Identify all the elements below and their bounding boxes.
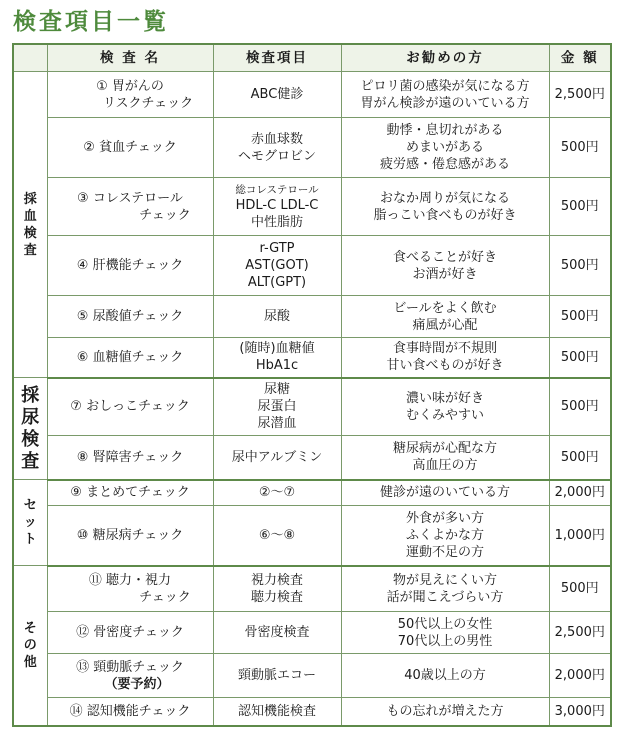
header-category (13, 44, 47, 72)
exam-items: ABC健診 (213, 72, 341, 118)
category-blood: 採 血 検 査 (13, 72, 47, 378)
exam-name: ① 胃がんの リスクチェック (47, 72, 213, 118)
exam-recommend: 濃い味が好き むくみやすい (341, 378, 549, 436)
exam-recommend: 食事時間が不規則 甘い食べものが好き (341, 338, 549, 378)
exam-price: 2,500円 (549, 72, 611, 118)
table-row (13, 296, 611, 338)
exam-recommend: 食べることが好き お酒が好き (341, 236, 549, 296)
table-row (13, 378, 611, 436)
exam-recommend: 50代以上の女性 70代以上の男性 (341, 612, 549, 654)
exam-price: 2,500円 (549, 612, 611, 654)
table-row (13, 178, 611, 236)
exam-price: 500円 (549, 338, 611, 378)
exam-items: 尿酸 (213, 296, 341, 338)
exam-items: (随時)血糖値 HbA1c (213, 338, 341, 378)
table-row (13, 118, 611, 178)
exam-name: ⑧ 腎障害チェック (47, 436, 213, 480)
exam-recommend: 動悸・息切れがある めまいがある 疲労感・倦怠感がある (341, 118, 549, 178)
exam-price: 2,000円 (549, 480, 611, 506)
exam-recommend: 健診が遠のいている方 (341, 480, 549, 506)
exam-recommend: ビールをよく飲む 痛風が心配 (341, 296, 549, 338)
table-row (13, 612, 611, 654)
table-row (13, 566, 611, 612)
exam-name: ③ コレステロール チェック (47, 178, 213, 236)
exam-recommend: おなか周りが気になる 脂っこい食べものが好き (341, 178, 549, 236)
exam-name: ⑥ 血糖値チェック (47, 338, 213, 378)
table-row (13, 72, 611, 118)
table-row (13, 436, 611, 480)
exam-items: ②～⑦ (213, 480, 341, 506)
exam-price: 500円 (549, 296, 611, 338)
exam-price: 500円 (549, 566, 611, 612)
category-set: セ ッ ト (13, 480, 47, 566)
exam-name: ⑦ おしっこチェック (47, 378, 213, 436)
exam-name: ⑩ 糖尿病チェック (47, 506, 213, 566)
page-title: 検査項目一覧 (13, 9, 169, 35)
category-urine: 採 尿 検 査 (13, 378, 47, 480)
table-header-row (13, 44, 611, 72)
exam-items: 総コレステロール HDL-C LDL-C 中性脂肪 (213, 178, 341, 236)
exam-price: 500円 (549, 178, 611, 236)
exam-items: ⑥～⑧ (213, 506, 341, 566)
exam-name: ⑪ 聴力・視力 チェック (47, 566, 213, 612)
exam-items: 視力検査 聴力検査 (213, 566, 341, 612)
table-row (13, 654, 611, 698)
table-row (13, 236, 611, 296)
exam-items: 認知機能検査 (213, 698, 341, 726)
header-name: 検 査 名 (47, 44, 213, 72)
exam-name: ④ 肝機能チェック (47, 236, 213, 296)
exam-name: ⑨ まとめてチェック (47, 480, 213, 506)
exam-recommend: ピロリ菌の感染が気になる方 胃がん検診が遠のいている方 (341, 72, 549, 118)
exam-table (12, 43, 612, 727)
exam-name: ② 貧血チェック (47, 118, 213, 178)
exam-price: 2,000円 (549, 654, 611, 698)
exam-items: r-GTP AST(GOT) ALT(GPT) (213, 236, 341, 296)
exam-recommend: もの忘れが増えた方 (341, 698, 549, 726)
exam-name: ⑬ 頸動脈チェック （要予約） (47, 654, 213, 698)
exam-name: ⑤ 尿酸値チェック (47, 296, 213, 338)
exam-items: 尿中アルブミン (213, 436, 341, 480)
exam-recommend: 物が見えにくい方 話が聞こえづらい方 (341, 566, 549, 612)
exam-recommend: 40歳以上の方 (341, 654, 549, 698)
table-row (13, 338, 611, 378)
exam-recommend: 糖尿病が心配な方 高血圧の方 (341, 436, 549, 480)
exam-price: 500円 (549, 236, 611, 296)
exam-price: 500円 (549, 118, 611, 178)
header-items: 検査項目 (213, 44, 341, 72)
exam-items: 頸動脈エコー (213, 654, 341, 698)
table-row (13, 506, 611, 566)
exam-items: 尿糖 尿蛋白 尿潜血 (213, 378, 341, 436)
exam-price: 3,000円 (549, 698, 611, 726)
table-row (13, 698, 611, 726)
exam-name: ⑫ 骨密度チェック (47, 612, 213, 654)
exam-items: 赤血球数 ヘモグロビン (213, 118, 341, 178)
exam-items: 骨密度検査 (213, 612, 341, 654)
exam-price: 500円 (549, 436, 611, 480)
exam-price: 1,000円 (549, 506, 611, 566)
exam-price: 500円 (549, 378, 611, 436)
table-row (13, 480, 611, 506)
exam-name: ⑭ 認知機能チェック (47, 698, 213, 726)
category-other: そ の 他 (13, 566, 47, 726)
header-price: 金 額 (549, 44, 611, 72)
header-recommend: お勧めの方 (341, 44, 549, 72)
exam-recommend: 外食が多い方 ふくよかな方 運動不足の方 (341, 506, 549, 566)
